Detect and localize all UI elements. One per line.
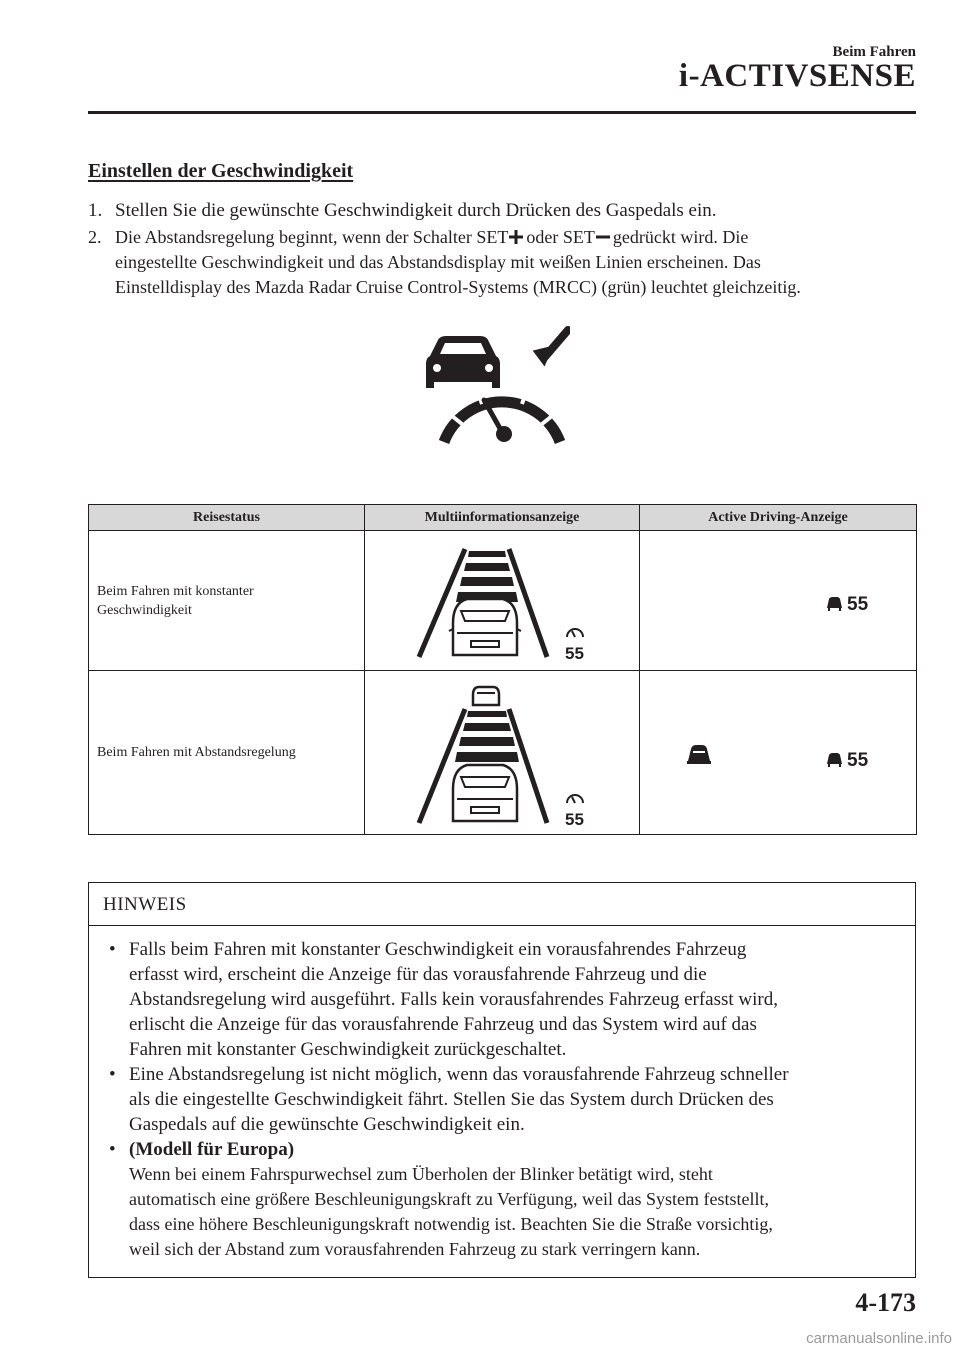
bullet: • bbox=[109, 939, 116, 960]
column-header: Multiinformationsanzeige bbox=[365, 505, 640, 531]
set-speed-value: 55 bbox=[847, 750, 869, 771]
status-table bbox=[88, 504, 917, 835]
note-list bbox=[103, 937, 903, 1262]
note-text-line: Eine Abstandsregelung ist nicht möglich, wenn das vorausfahrende Fahrzeug schneller bbox=[129, 1064, 789, 1085]
note-text-line: automatisch eine größere Beschleunigungskraft zu Verfügung, weil das System feststellt, bbox=[129, 1189, 770, 1209]
header-divider bbox=[88, 111, 916, 114]
set-speed-value: 55 bbox=[565, 810, 584, 827]
note-text-line: erfasst wird, erscheint die Anzeige für das vorausfahrende Fahrzeug und die bbox=[129, 964, 707, 985]
step-number: 2. bbox=[88, 227, 102, 247]
note-text-line: Falls beim Fahren mit konstanter Geschwindigkeit ein vorausfahrendes Fahrzeug bbox=[129, 939, 747, 960]
active-driving-display-cell bbox=[640, 531, 917, 671]
column-header: Active Driving-Anzeige bbox=[640, 505, 917, 531]
list-item bbox=[103, 1062, 903, 1137]
step-text-line: eingestellte Geschwindigkeit und das Abstandsdisplay mit weißen Linien erscheinen. Das bbox=[115, 252, 761, 272]
running-header-title: i-ACTIVSENSE bbox=[678, 58, 916, 94]
mrcc-indicator-icon bbox=[420, 326, 570, 446]
bullet: • bbox=[109, 1064, 116, 1085]
running-header-section: Beim Fahren bbox=[832, 44, 916, 60]
plus-icon bbox=[509, 230, 523, 244]
list-item bbox=[103, 937, 903, 1062]
note-text-line: Wenn bei einem Fahrspurwechsel zum Überholen der Blinker betätigt wird, steht bbox=[129, 1164, 713, 1184]
status-text: Beim Fahren mit konstanter bbox=[97, 583, 254, 599]
status-text: Geschwindigkeit bbox=[97, 602, 192, 618]
step-text-part: oder SET bbox=[526, 227, 595, 247]
step-text-part: Die Abstandsregelung beginnt, wenn der Schalter SET bbox=[115, 227, 509, 247]
note-text-line: Gaspedals auf die gewünschte Geschwindigkeit ein. bbox=[129, 1114, 525, 1135]
bullet: • bbox=[109, 1139, 116, 1160]
minus-icon bbox=[596, 230, 610, 244]
note-text-line: dass eine höhere Beschleunigungskraft notwendig ist. Beachten Sie die Straße vorsichtig, bbox=[129, 1214, 773, 1234]
table-header-row bbox=[89, 505, 917, 531]
watermark: carmanualsonline.info bbox=[806, 1330, 952, 1347]
page-number: 4-173 bbox=[855, 1288, 916, 1317]
note-text-line: Abstandsregelung wird ausgeführt. Falls kein vorausfahrendes Fahrzeug erfasst wird, bbox=[129, 989, 778, 1010]
active-driving-speed-graphic bbox=[825, 747, 895, 771]
status-cell bbox=[89, 531, 365, 671]
list-item bbox=[103, 1137, 903, 1262]
active-driving-display-cell bbox=[640, 671, 917, 835]
step-1 bbox=[88, 197, 918, 224]
note-text-line: als die eingestellte Geschwindigkeit fährt. Stellen Sie das System durch Drücken des bbox=[129, 1089, 774, 1110]
step-text-line: Einstelldisplay des Mazda Radar Cruise Control-Systems (MRCC) (grün) leuchtet gleichzeitig. bbox=[115, 277, 801, 297]
note-text-line: weil sich der Abstand zum vorausfahrenden Fahrzeug zu stark verringern kann. bbox=[129, 1239, 701, 1259]
note-header bbox=[89, 883, 915, 926]
set-speed-value: 55 bbox=[847, 594, 869, 615]
set-speed-value: 55 bbox=[565, 644, 584, 661]
status-text: Beim Fahren mit Abstandsregelung bbox=[97, 745, 296, 760]
vehicle-ahead-icon bbox=[686, 741, 712, 765]
section-heading: Einstellen der Geschwindigkeit bbox=[88, 160, 354, 182]
note-text-line: erlischt die Anzeige für das vorausfahrende Fahrzeug und das System wird auf das bbox=[129, 1014, 757, 1035]
step-2 bbox=[88, 225, 918, 300]
multi-info-display-cell bbox=[365, 671, 640, 835]
note-item-label: (Modell für Europa) bbox=[129, 1139, 295, 1160]
multi-info-display-cell bbox=[365, 531, 640, 671]
step-number: 1. bbox=[88, 200, 103, 221]
table-row bbox=[89, 671, 917, 835]
table-row bbox=[89, 531, 917, 671]
multi-info-display-graphic bbox=[405, 541, 605, 661]
note-title: HINWEIS bbox=[103, 894, 187, 915]
step-text-part: gedrückt wird. Die bbox=[612, 227, 749, 247]
active-driving-speed-graphic bbox=[825, 591, 895, 615]
note-box bbox=[88, 882, 916, 1278]
note-text-line: Fahren mit konstanter Geschwindigkeit zurückgeschaltet. bbox=[129, 1039, 567, 1060]
step-text: Stellen Sie die gewünschte Geschwindigkeit durch Drücken des Gaspedals ein. bbox=[115, 200, 717, 221]
multi-info-display-graphic bbox=[405, 677, 605, 827]
status-cell bbox=[89, 671, 365, 835]
column-header: Reisestatus bbox=[89, 505, 365, 531]
